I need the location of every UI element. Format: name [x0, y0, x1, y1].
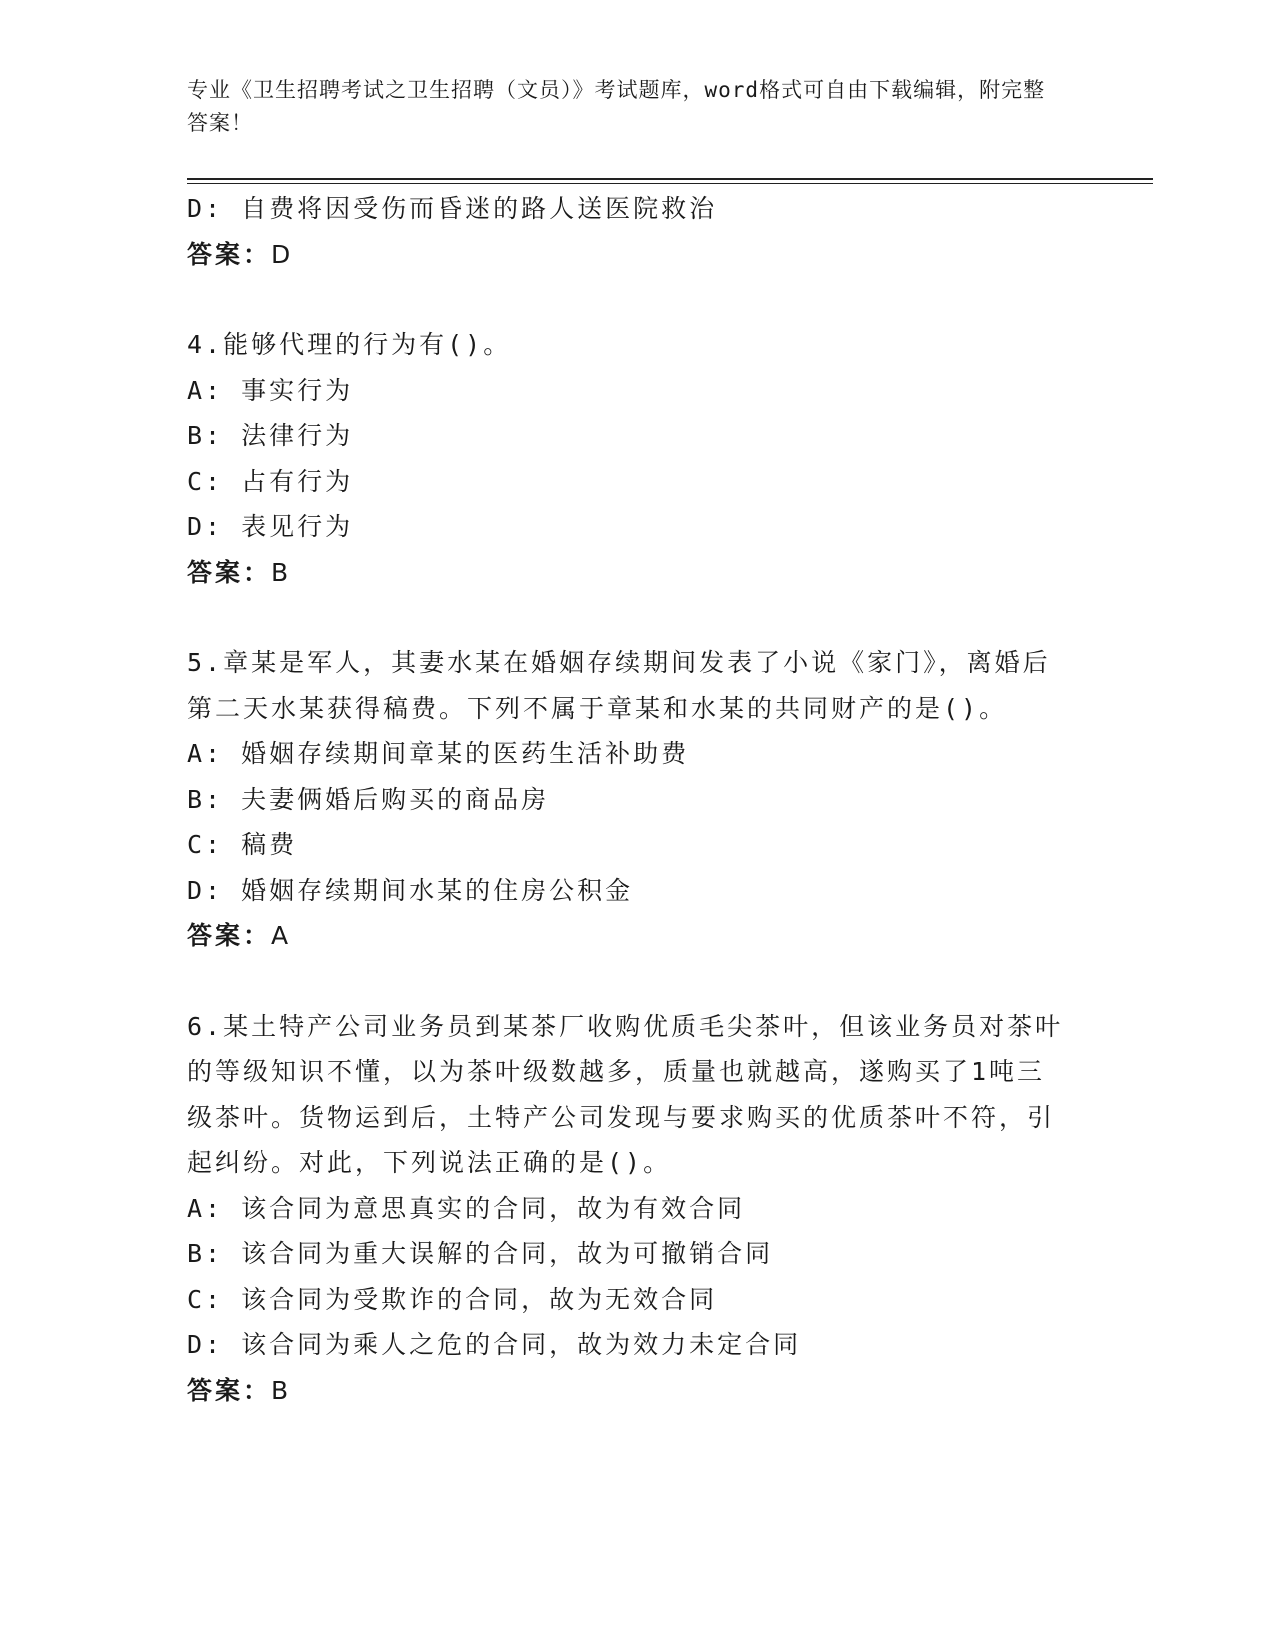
- option-d: D: 表见行为: [187, 512, 354, 541]
- option-d: D: 该合同为乘人之危的合同，故为效力未定合同: [187, 1330, 802, 1359]
- option-c: C: 稿费: [187, 830, 298, 859]
- answer-line: [187, 550, 1067, 596]
- option-b: B: 法律行为: [187, 421, 354, 450]
- answer-line: [187, 1368, 1067, 1414]
- option-d: D: 婚姻存续期间水某的住房公积金: [187, 875, 634, 905]
- document-header: [187, 74, 1067, 140]
- question-list: [187, 186, 1067, 1413]
- answer-label: 答案：: [187, 557, 272, 587]
- option-a: A: 事实行为: [187, 375, 354, 405]
- answer-value: B: [271, 557, 292, 587]
- answer-value: A: [271, 921, 292, 950]
- header-divider: [187, 178, 1153, 184]
- answer-value: B: [271, 1375, 292, 1405]
- header-text: 专业《卫生招聘考试之卫生招聘（文员）》考试题库，word格式可自由下载编辑，附完整答案！: [187, 78, 1046, 135]
- question-stem: 4.能够代理的行为有()。: [187, 330, 512, 359]
- answer-line: [187, 913, 1067, 959]
- option-d: D: 自费将因受伤而昏迷的路人送医院救治: [187, 194, 718, 223]
- option-b: B: 该合同为重大误解的合同，故为可撤销合同: [187, 1239, 774, 1268]
- question-stem: 6.某土特产公司业务员到某茶厂收购优质毛尖茶叶，但该业务员对茶叶的等级知识不懂，以为茶叶级数越多，质量也就越高，遂购买了1吨三级茶叶。货物运到后，土特产公司发现与要求购买的优质茶叶不符，引起纠纷。对此，下列说法正确的是()。: [187, 1011, 1064, 1177]
- question-stem: 5.章某是军人，其妻水某在婚姻存续期间发表了小说《家门》，离婚后第二天水某获得稿费。下列不属于章某和水某的共同财产的是()。: [187, 648, 1051, 723]
- option-c: C: 占有行为: [187, 466, 354, 496]
- option-a: A: 该合同为意思真实的合同，故为有效合同: [187, 1193, 746, 1223]
- answer-label: 答案：: [187, 921, 272, 950]
- question-5: [187, 640, 1067, 959]
- question-4: [187, 322, 1067, 595]
- option-c: C: 该合同为受欺诈的合同，故为无效合同: [187, 1284, 718, 1314]
- answer-label: 答案：: [187, 239, 272, 269]
- answer-line: [187, 232, 1067, 278]
- option-b: B: 夫妻俩婚后购买的商品房: [187, 784, 550, 814]
- question-6: [187, 1004, 1067, 1414]
- option-a: A: 婚姻存续期间章某的医药生活补助费: [187, 739, 690, 768]
- answer-label: 答案：: [187, 1375, 272, 1405]
- answer-value: D: [271, 239, 294, 269]
